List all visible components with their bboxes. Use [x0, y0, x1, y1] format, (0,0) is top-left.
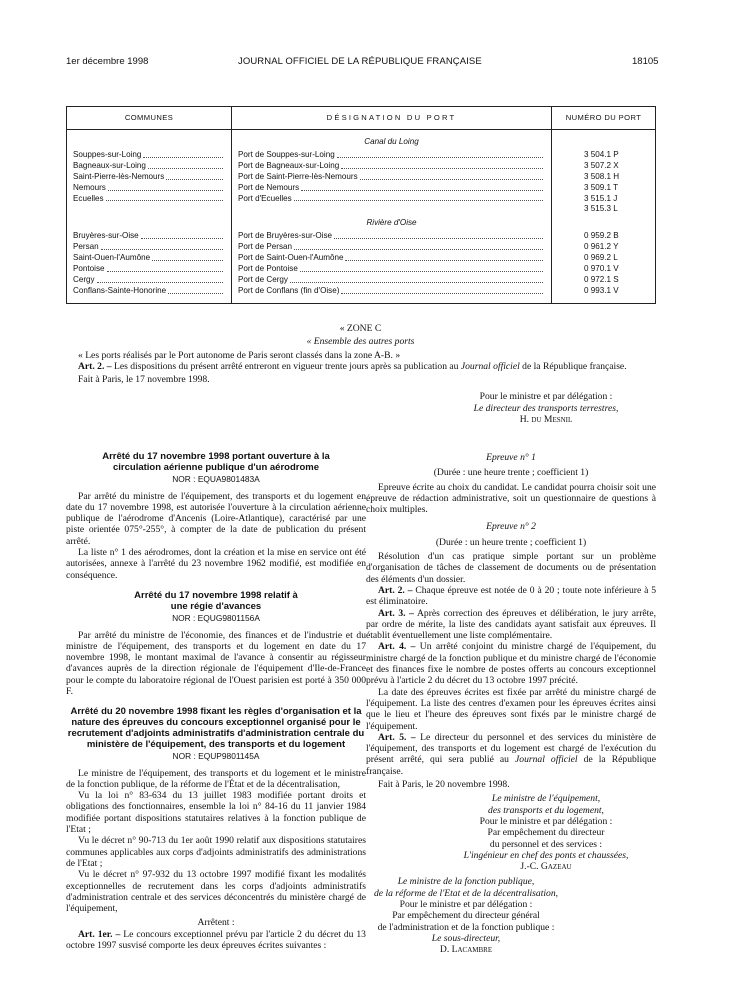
port-name-cell-text: Port de Souppes-sur-Loing	[238, 150, 335, 159]
commune-cell-text: Ecuelles	[73, 193, 104, 203]
zone-subtitle: « Ensemble des autres ports	[306, 336, 415, 348]
dot-leader	[148, 161, 223, 169]
zone-signature	[431, 391, 661, 425]
arrete-3-p4: Vu le décret n° 97-932 du 13 octobre 1997 modifié fixant les modalités exceptionnelles de recrutement dans les corps d'adjoints administratifs d'administration centrale et des services déconcentrés du ministère chargé de l'équipement,	[66, 869, 366, 915]
dot-leader	[301, 183, 543, 191]
zone-title: « ZONE C	[339, 323, 382, 334]
sig-name: D. Lacambre	[439, 944, 493, 956]
commune-cell	[73, 231, 225, 242]
arrete-3-art1	[66, 929, 366, 952]
port-name-cell-text: Port de Cergy	[238, 274, 288, 284]
port-name-cell-text: Port de Nemours	[238, 182, 300, 192]
port-name-cell	[238, 183, 545, 194]
article-2	[366, 585, 656, 608]
sig-line: Pour le ministre et par délégation :	[479, 815, 613, 827]
numero-cell	[552, 130, 655, 303]
arrete-1-title: Arrêté du 17 novembre 1998 portant ouverture à la circulation aérienne publique d'un aérodrome	[102, 451, 330, 473]
section-spacer	[73, 134, 225, 150]
epreuve-1-duration: (Durée : une heure trente ; coefficient 1)	[433, 467, 589, 479]
port-name-cell	[238, 172, 545, 183]
art-text: Le concours exceptionnel prévu par l'article 2 du décret du 13 octobre 1997 susvisé comporte les deux épreuves écrites suivantes :	[66, 928, 366, 951]
commune-cell-text: Souppes-sur-Loing	[73, 150, 142, 159]
port-name-cell-text: Port d'Ecuelles	[238, 193, 292, 203]
port-name-cell	[238, 161, 545, 172]
port-number-cell: 3 515.3 L	[584, 204, 618, 214]
left-column	[66, 452, 366, 951]
article-3	[366, 608, 656, 642]
page-header	[0, 56, 731, 70]
arrete-3-p2: Vu la loi n° 83-634 du 13 juillet 1983 modifiée portant droits et obligations des fonctionnaires, ensemble la loi n° 84-16 du 11 janvier 1984 modifiée portant dispositions statutaires relatives à la fonction publique de l'Etat ;	[66, 790, 366, 836]
port-name-cell-text: Port de Saint-Pierre-lès-Nemours	[238, 171, 358, 181]
section-spacer	[558, 134, 649, 150]
art-label: Art. 2. –	[78, 360, 112, 372]
dot-leader	[300, 264, 543, 272]
dot-leader	[337, 150, 543, 158]
epreuve-2-duration: (Durée : un heure trente ; coefficient 1)	[435, 536, 587, 548]
sig-line: Le directeur des transports terrestres,	[473, 402, 619, 414]
zone-article-2	[66, 361, 655, 372]
arrete-2-p1: Par arrêté du ministre de l'économie, des finances et de l'industrie et du ministre de l'équipement, des transports et du logement en date du 17 novembre 1998, le montant maximal de l'avance à consentir au régisseur d'avances auprès de la direction régionale de l'équipement d'Ile-de-France pour le compte du laboratoire régional de l'Ouest parisien est porté à 350 000 F.	[66, 629, 366, 698]
port-name-cell-text: Port de Bruyères-sur-Oise	[238, 231, 333, 241]
port-number-cell: 3 507.2 X	[584, 160, 619, 170]
section-spacer	[558, 215, 649, 231]
port-name-cell	[238, 231, 545, 242]
dot-leader	[166, 172, 223, 180]
art-jo: Journal officiel	[460, 360, 520, 372]
sig-line: Par empêchement du directeur général	[392, 910, 540, 922]
art-jo: Journal officiel	[515, 754, 578, 766]
port-number-cell: 3 508.1 H	[584, 171, 620, 181]
dot-leader	[143, 150, 223, 158]
dot-leader	[101, 242, 223, 250]
arrete-3-nor: NOR : EQUP9801145A	[172, 750, 260, 761]
epreuve-1-text: Epreuve écrite au choix du candidat. Le candidat pourra choisir soit une épreuve de rédaction administrative, soit un questionnaire de questions à choix multiples.	[366, 481, 656, 516]
sig-line: Pour le ministre et par délégation :	[399, 898, 533, 910]
col-header-designation: DÉSIGNATION DU PORT	[232, 107, 552, 130]
col-header-numero: NUMÉRO DU PORT	[552, 107, 656, 130]
port-name-cell	[238, 204, 545, 215]
dot-leader	[294, 242, 543, 250]
commune-cell-text: Saint-Ouen-l'Aumône	[73, 253, 151, 263]
dot-leader	[168, 286, 223, 294]
port-name-cell	[238, 194, 545, 205]
sig-line: L'ingénieur en chef des ponts et chaussées,	[463, 849, 629, 861]
section-spacer	[73, 215, 225, 231]
designation-cell	[232, 130, 551, 303]
dot-leader	[290, 275, 543, 283]
port-number-cell: 0 969.2 L	[584, 253, 618, 263]
epreuve-2-title: Epreuve n° 2	[486, 521, 536, 533]
port-number-cell: 0 970.1 V	[584, 264, 619, 274]
port-name-cell	[238, 242, 545, 253]
sig-line: Le ministre de la fonction publique,	[397, 876, 535, 888]
zone-fait: Fait à Paris, le 17 novembre 1998.	[78, 374, 210, 386]
header-journal-title: JOURNAL OFFICIEL DE LA RÉPUBLIQUE FRANÇAISE	[238, 56, 482, 67]
commune-cell	[73, 264, 225, 275]
commune-cell	[73, 161, 225, 172]
dot-leader	[152, 253, 223, 261]
arrete-3-arretent: Arrêtent :	[197, 917, 235, 929]
arrete-2-title: Arrêté du 17 novembre 1998 relatif à une régie d'avances	[134, 589, 298, 612]
right-column	[366, 452, 656, 955]
arrete-1-p1: Par arrêté du ministre de l'équipement, des transports et du logement en date du 17 novembre 1998, est autorisée l'ouverture à la circulation aérienne publique de l'aérodrome d'Ancenis (Loire-Atlantique), caractérisé par une piste orientée 075°-255°, à compter de la date de publication du présent arrêté.	[66, 490, 366, 547]
arrete-3-p3: Vu le décret n° 90-713 du 1er août 1990 relatif aux dispositions statutaires communes applicables aux corps d'adjoints administratifs des administrations de l'Etat ;	[66, 835, 366, 869]
commune-cell	[73, 253, 225, 264]
dot-leader	[345, 253, 543, 261]
signature-fonction-publique	[346, 876, 586, 955]
art-label: Art. 5. –	[378, 731, 416, 743]
dot-leader	[360, 172, 543, 180]
port-name-cell-text: Port de Saint-Ouen-l'Aumône	[238, 253, 344, 263]
art-label: Art. 1er. –	[78, 928, 121, 940]
commune-cell-text: Saint-Pierre-lès-Nemours	[73, 171, 165, 181]
port-name-cell-text: Port de Conflans (fin d'Oise)	[238, 285, 340, 295]
arrete-1-p2: La liste n° 1 des aérodromes, dont la création et la mise en service ont été autorisées, annexe à l'arrêté du 23 novembre 1962 modifié, est modifiée en conséquence.	[66, 547, 366, 581]
port-name-cell	[238, 275, 545, 286]
art-label: Art. 2. –	[378, 584, 413, 596]
art-label: Art. 4. –	[378, 641, 416, 653]
header-date: 1er décembre 1998	[66, 56, 149, 67]
right-fait: Fait à Paris, le 20 novembre 1998.	[378, 779, 510, 791]
article-4	[366, 641, 656, 686]
sig-line: Le sous-directeur,	[431, 932, 501, 944]
commune-cell	[73, 204, 225, 215]
art-label: Art. 3. –	[378, 607, 414, 619]
port-name-cell-text: Port de Pontoise	[238, 264, 298, 274]
signature-equipement	[436, 793, 656, 872]
art-text: Chaque épreuve est notée de 0 à 20 ; toute note inférieure à 5 est éliminatoire.	[366, 584, 656, 608]
zone-text: « Les ports réalisés par le Port autonome de Paris seront classés dans la zone A-B. »	[78, 349, 401, 361]
commune-cell	[73, 172, 225, 183]
commune-cell-text: Cergy	[73, 274, 95, 284]
header-page-number: 18105	[632, 56, 659, 67]
dot-leader	[107, 264, 224, 272]
dot-leader	[294, 194, 543, 202]
commune-cell-text: Conflans-Sainte-Honorine	[73, 285, 167, 295]
commune-cell-text: Bruyères-sur-Oise	[73, 231, 139, 241]
port-name-cell-text: Port de Bagneaux-sur-Loing	[238, 160, 340, 170]
dot-leader	[108, 183, 223, 191]
sig-line: Pour le ministre et par délégation :	[479, 391, 613, 403]
sig-line: Le ministre de l'équipement,	[491, 793, 601, 805]
dot-leader	[341, 161, 543, 169]
arrete-1-nor: NOR : EQUA9801483A	[172, 473, 260, 484]
epreuve-2-text: Résolution d'un cas pratique simple portant sur un problème d'organisation de tâches de classement de documents ou de présentation des éléments d'un dossier.	[366, 551, 656, 585]
art-end: de la République française.	[366, 754, 656, 777]
sig-line: du personnel et des services :	[489, 838, 603, 850]
section-title: Rivière d'Oise	[366, 218, 417, 228]
commune-cell	[73, 150, 225, 161]
commune-cell-text: Bagneaux-sur-Loing	[73, 160, 146, 170]
section-title: Canal du Loing	[364, 137, 419, 146]
art-text: Un arrêté conjoint du ministre chargé de l'équipement, du ministre chargé de la fonction publique et du ministre chargé de l'économie et des finances fixe le nombre de postes offerts au concours exceptionnel prévu à l'article 2 du décret du 13 octobre 1997 précité.	[366, 641, 656, 687]
art-end: de la République française.	[522, 360, 627, 372]
port-name-cell	[238, 253, 545, 264]
sig-line: Par empêchement du directeur	[487, 827, 605, 839]
arrete-3-title: Arrêté du 20 novembre 1998 fixant les règles d'organisation et la nature des épreuves du concours exceptionnel organisé pour le recrutement d'adjoints administratifs d'administration centrale du ministère de l'équipement, des transports et du logement	[67, 706, 365, 750]
commune-cell	[73, 286, 225, 297]
sig-line: des transports et du logement,	[488, 804, 604, 816]
commune-cell-text: Nemours	[73, 182, 106, 192]
port-number-cell: 3 504.1 P	[584, 150, 619, 159]
dot-leader	[97, 275, 223, 283]
communes-cell	[67, 130, 231, 303]
dot-leader	[141, 231, 223, 239]
art-text: Après correction des épreuves et délibération, le jury arrête, par ordre de mérite, la liste des candidats ayant satisfait aux épreuves. Il établit éventuellement une liste complémentaire.	[366, 607, 656, 642]
sig-name: H. du Mesnil	[519, 414, 573, 426]
arrete-3-p1: Le ministre de l'équipement, des transports et du logement et le ministre de la fonction publique, de la réforme de l'État et de la décentralisation,	[66, 767, 366, 790]
commune-cell-text: Pontoise	[73, 264, 105, 274]
ports-table	[66, 106, 656, 304]
sig-line: de la réforme de l'Etat et de la décentralisation,	[373, 887, 559, 899]
port-number-cell: 3 515.1 J	[584, 193, 618, 203]
port-name-cell-text: Port de Persan	[238, 242, 292, 252]
port-name-cell	[238, 150, 545, 161]
sig-name: J.-C. Gazeau	[520, 861, 572, 873]
col-header-communes: COMMUNES	[67, 107, 232, 130]
zone-c-block	[66, 323, 655, 425]
dot-leader	[106, 194, 223, 202]
commune-cell	[73, 275, 225, 286]
port-number-cell: 3 509.1 T	[584, 182, 619, 192]
arrete-2-nor: NOR : EQUG9801156A	[172, 612, 260, 623]
commune-cell	[73, 183, 225, 194]
dot-leader	[341, 286, 543, 294]
commune-cell-text: Persan	[73, 242, 99, 252]
art-text: Le directeur du personnel et des services du ministère de l'équipement, des transports et du logement est chargé de l'exécution du présent arrêté, qui sera publié au	[366, 731, 656, 766]
port-name-cell	[238, 286, 545, 297]
sig-line: de l'administration et de la fonction publique :	[377, 921, 555, 933]
port-number-cell: 0 993.1 V	[584, 285, 619, 295]
port-number-cell: 0 961.2 Y	[584, 242, 619, 252]
commune-cell	[73, 194, 225, 205]
commune-cell	[73, 242, 225, 253]
port-number-cell: 0 959.2 B	[584, 231, 619, 241]
port-number-cell: 0 972.1 S	[584, 274, 619, 284]
dot-leader	[334, 231, 543, 239]
article-5	[366, 732, 656, 777]
article-4-second: La date des épreuves écrites est fixée par arrêté du ministre chargé de l'équipement. La liste des centres d'examen pour les épreuves écrites ainsi que le lieu et l'heure des épreuves sont fixés par le ministre chargé de l'équipement.	[366, 686, 656, 732]
art-text: Les dispositions du présent arrêté entreront en vigueur trente jours après sa publication au	[113, 360, 459, 372]
port-name-cell	[238, 264, 545, 275]
epreuve-1-title: Epreuve n° 1	[486, 452, 536, 463]
